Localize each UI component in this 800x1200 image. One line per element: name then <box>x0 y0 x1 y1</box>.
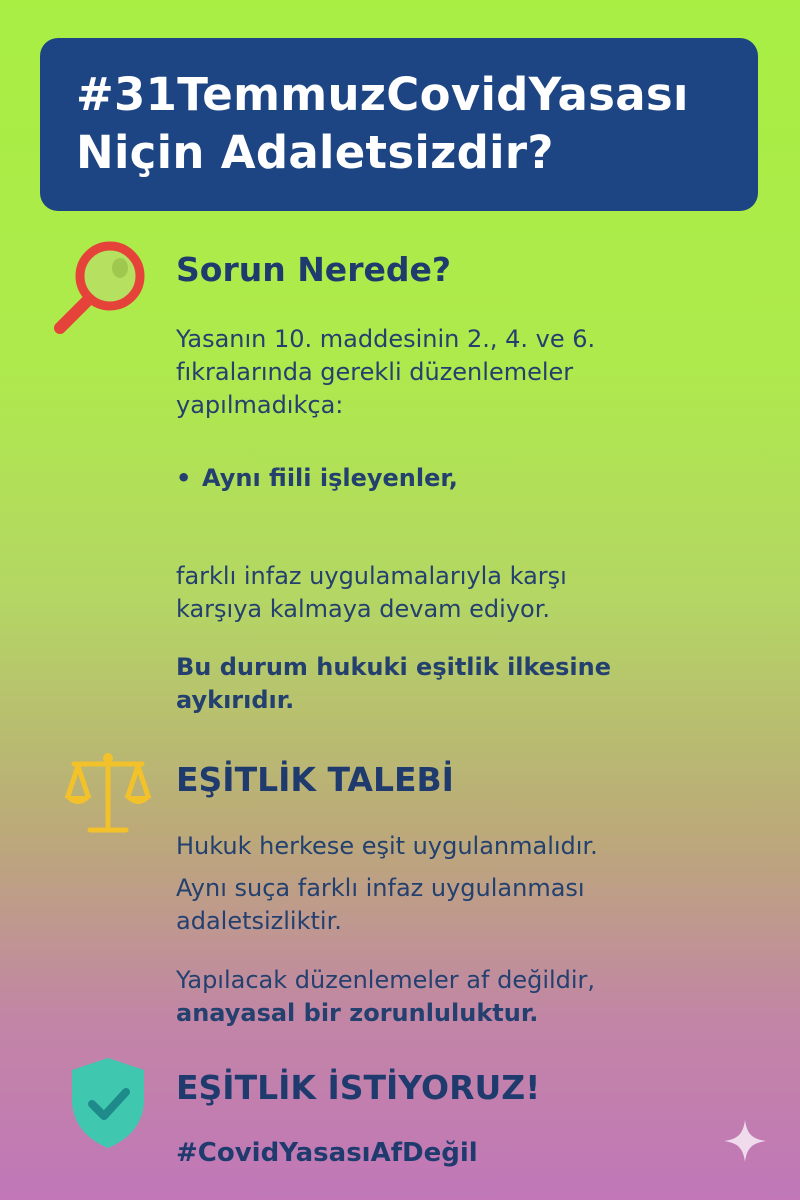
problem-intro-line: fıkralarında gerekli düzenlemeler <box>176 358 574 386</box>
problem-continuation-line: farklı infaz uygulamalarıyla karşı <box>176 562 567 590</box>
shield-check-icon <box>66 1054 150 1152</box>
scales-icon <box>60 750 156 836</box>
problem-bullet-text: Aynı fiili işleyenler, <box>202 464 458 492</box>
problem-intro-line: Yasanın 10. maddesinin 2., 4. ve 6. <box>176 325 596 353</box>
title-line-1: #31TemmuzCovidYasası <box>76 68 689 121</box>
problem-conclusion-line: aykırıdır. <box>176 686 295 714</box>
problem-continuation <box>176 560 567 626</box>
equality-line-1: Hukuk herkese eşit uygulanmalıdır. <box>176 832 598 860</box>
problem-bullet <box>176 462 458 495</box>
problem-conclusion-line: Bu durum hukuki eşitlik ilkesine <box>176 653 611 681</box>
problem-continuation-line: karşıya kalmaya devam ediyor. <box>176 595 551 623</box>
problem-conclusion <box>176 651 611 717</box>
equality-heading: EŞİTLİK TALEBİ <box>176 760 454 799</box>
equality-para-2-line: Aynı suça farklı infaz uygulanması <box>176 874 585 902</box>
equality-para-2-line: adaletsizliktir. <box>176 907 342 935</box>
problem-heading: Sorun Nerede? <box>176 250 451 289</box>
equality-para-3-line-2: anayasal bir zorunluluktur. <box>176 999 539 1027</box>
problem-intro-line: yapılmadıkça: <box>176 391 344 419</box>
magnifier-icon <box>48 236 152 340</box>
title-banner <box>40 38 758 211</box>
equality-para-3-line-1: Yapılacak düzenlemeler af değildir, <box>176 966 596 994</box>
demand-heading: EŞİTLİK İSTİYORUZ! <box>176 1068 541 1107</box>
sparkle-icon <box>722 1118 768 1164</box>
equality-para-2 <box>176 872 585 938</box>
problem-intro <box>176 323 595 422</box>
title-line-2: Niçin Adaletsizdir? <box>76 126 554 179</box>
equality-para-3 <box>176 964 595 1030</box>
hashtag: #CovidYasasıAfDeğil <box>176 1138 478 1168</box>
bullet-dot-icon: • <box>176 464 192 492</box>
